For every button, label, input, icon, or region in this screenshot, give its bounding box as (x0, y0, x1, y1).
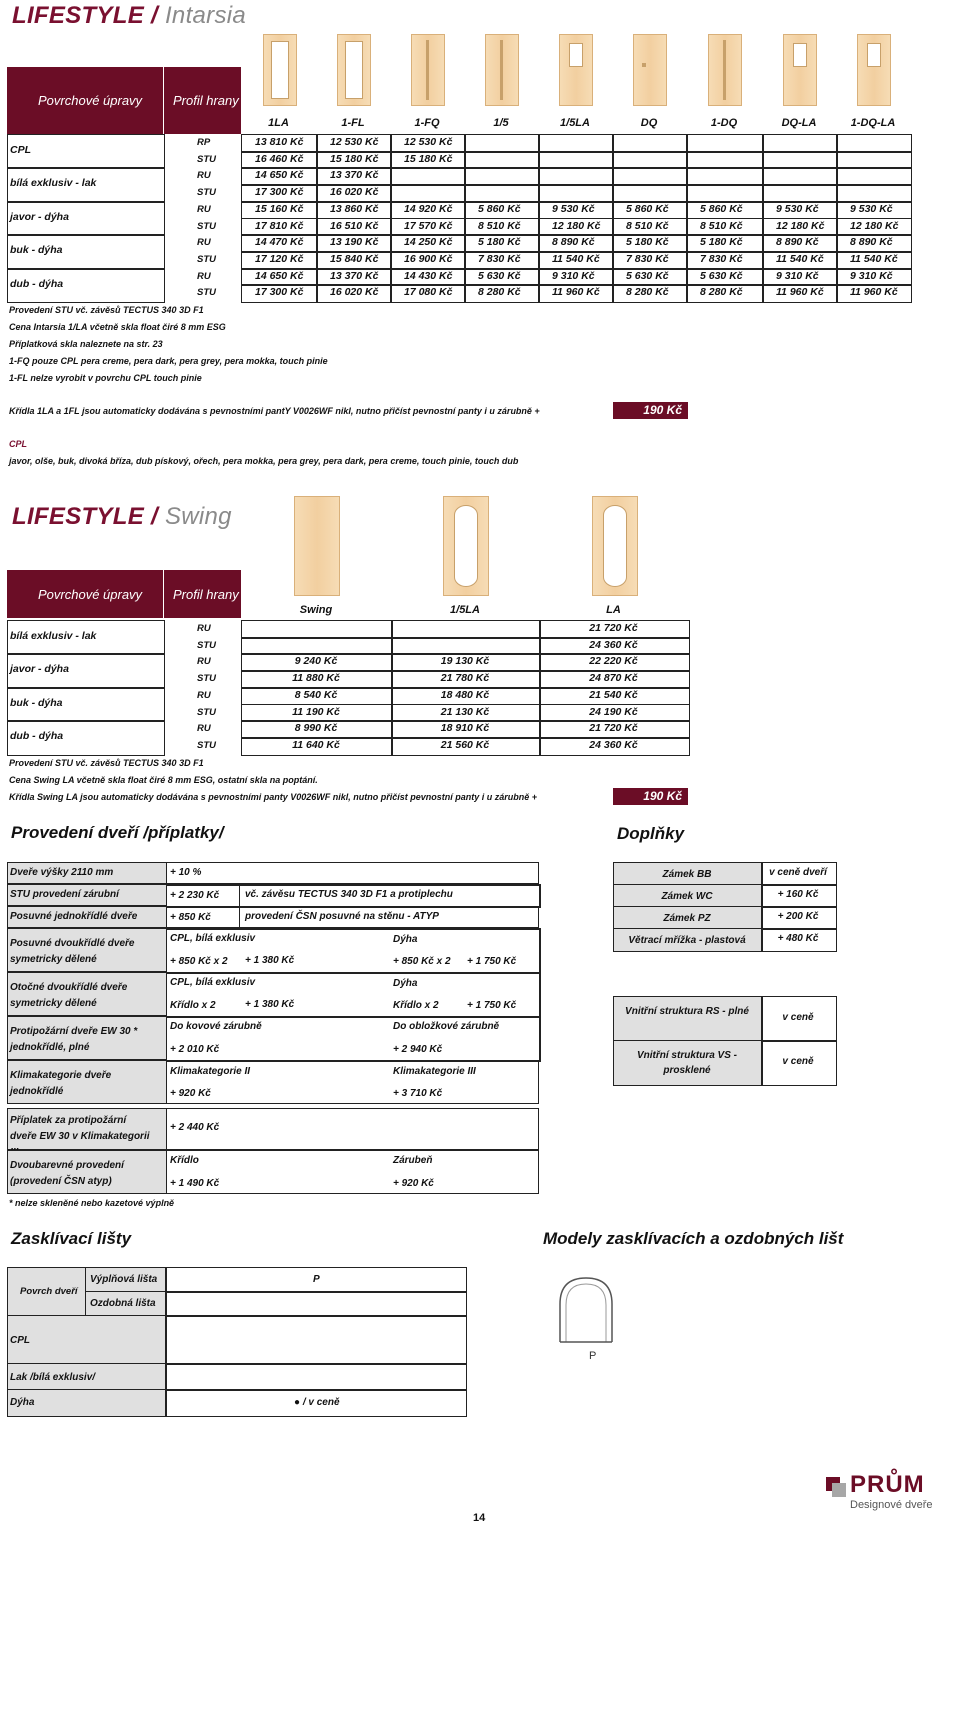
accessory-label-cell (613, 996, 763, 1042)
intarsia-note-4: 1-FQ pouze CPL pera creme, pera dark, pera grey, pera mokka, touch pinie (9, 356, 328, 366)
door-image (708, 34, 742, 106)
accessory-label: Zámek PZ (663, 913, 711, 924)
intarsia-title (12, 2, 246, 30)
intarsia-surface-label: bílá exklusiv - lak (10, 177, 97, 190)
intarsia-price: 7 830 Kč (626, 252, 669, 265)
surcharge-swing-double-d: + 1 750 Kč (467, 1000, 517, 1011)
intarsia-price: 12 180 Kč (776, 219, 825, 232)
surcharge-height-value: + 10 % (170, 867, 202, 878)
glazing-row-cpl: CPL (10, 1335, 30, 1346)
surcharge-fire-metal: Do kovové zárubně (170, 1021, 262, 1032)
surcharges-footnote: * nelze skleněné nebo kazetové výplně (9, 1198, 175, 1208)
intarsia-edge-code: STU (197, 153, 216, 165)
intarsia-price: 5 630 Kč (478, 269, 521, 282)
surcharge-sliding-double-b: + 1 380 Kč (245, 955, 295, 966)
intarsia-price: 5 630 Kč (700, 269, 743, 282)
swing-price: 24 360 Kč (589, 738, 638, 751)
door-glass (500, 40, 503, 100)
door-image (633, 34, 667, 106)
intarsia-price: 15 160 Kč (255, 202, 304, 215)
glazing-surface-header: Povrch dveří (20, 1286, 78, 1297)
intarsia-col-header: 1-DQ (710, 117, 738, 129)
surcharge-sliding-double-veneer: Dýha (393, 934, 418, 945)
door-glass (642, 63, 646, 67)
intarsia-title-model: Intarsia (164, 2, 247, 29)
glazing-p-header: P (313, 1274, 320, 1285)
intarsia-price: 14 650 Kč (255, 269, 304, 282)
swing-price: 18 910 Kč (440, 722, 490, 735)
swing-title-model: Swing (164, 503, 232, 530)
intarsia-note-1: Provedení STU vč. závěsů TECTUS 340 3D F1 (9, 305, 204, 315)
intarsia-price: 9 310 Kč (776, 269, 819, 282)
intarsia-price: 5 180 Kč (626, 236, 669, 249)
swing-note-2: Cena Swing LA včetně skla float čiré 8 mm ESG, ostatní skla na poptání. (9, 775, 318, 785)
intarsia-price: 15 180 Kč (330, 152, 379, 165)
accessory-value: v ceně (782, 1056, 814, 1067)
intarsia-header-profile: Profil hrany (173, 93, 239, 108)
intarsia-price: 17 080 Kč (404, 286, 453, 299)
swing-edge-code: RU (197, 689, 211, 701)
swing-note-1: Provedení STU vč. závěsů TECTUS 340 3D F1 (9, 758, 204, 768)
swing-surface-label: bílá exklusiv - lak (10, 630, 97, 642)
intarsia-price: 9 530 Kč (776, 202, 819, 215)
intarsia-price: 5 860 Kč (700, 202, 743, 215)
intarsia-col-header: 1-FL (341, 117, 365, 129)
intarsia-price: 8 890 Kč (776, 236, 819, 249)
swing-price: 21 130 Kč (440, 705, 490, 718)
intarsia-price: 13 370 Kč (330, 169, 379, 182)
glazing-p-header-cell-2 (165, 1291, 467, 1317)
glazing-fill-header: Výplňová lišta (90, 1274, 158, 1285)
intarsia-price: 11 540 Kč (776, 252, 824, 265)
surcharge-sliding-double-d: + 1 750 Kč (467, 956, 517, 967)
intarsia-surface-label: CPL (10, 144, 31, 156)
intarsia-price: 5 630 Kč (626, 269, 669, 282)
intarsia-price: 11 960 Kč (850, 286, 898, 299)
surcharge-fire-climate-value: + 2 440 Kč (170, 1122, 220, 1133)
swing-price: 24 870 Kč (589, 672, 638, 685)
intarsia-price: 9 310 Kč (850, 269, 893, 282)
intarsia-price: 11 540 Kč (552, 252, 600, 265)
swing-price: 11 190 Kč (292, 705, 340, 718)
intarsia-price: 9 530 Kč (850, 202, 893, 215)
swing-price: 22 220 Kč (589, 655, 638, 668)
intarsia-price: 14 470 Kč (255, 236, 304, 249)
intarsia-col-header: 1LA (268, 117, 289, 129)
swing-price: 24 190 Kč (589, 705, 638, 718)
surcharge-stu-label: STU provedení zárubní (10, 889, 119, 900)
intarsia-price: 7 830 Kč (478, 252, 521, 265)
surcharge-swing-double-label: Otočné dvoukřídlé dveře symetricky dělené (10, 982, 128, 1009)
intarsia-price: 16 460 Kč (255, 152, 304, 165)
swing-door-image (443, 496, 489, 596)
intarsia-price: 17 300 Kč (255, 186, 304, 199)
divider (239, 906, 240, 928)
intarsia-note-5: 1-FL nelze vyrobit v povrchu CPL touch pinie (9, 373, 202, 383)
swing-col-header: Swing (299, 604, 333, 616)
surcharge-swing-double-a: Křídlo x 2 (170, 1000, 216, 1011)
intarsia-price: 12 180 Kč (850, 219, 899, 232)
surcharge-sliding-single-label: Posuvné jednokřídlé dveře (10, 911, 138, 922)
surcharge-climate-b: + 3 710 Kč (393, 1088, 443, 1099)
door-glass (723, 40, 726, 100)
accessory-value: + 160 Kč (777, 889, 819, 900)
intarsia-price: 16 900 Kč (404, 252, 453, 265)
brand-name: PRŮM (850, 1471, 925, 1498)
intarsia-price: 11 540 Kč (850, 252, 898, 265)
swing-price: 8 540 Kč (294, 688, 338, 701)
models-title: Modely zasklívacích a ozdobných lišt (543, 1229, 844, 1248)
intarsia-price: 8 890 Kč (850, 236, 893, 249)
swing-price: 21 780 Kč (440, 672, 490, 685)
surcharge-sliding-single-note: provedení ČSN posuvné na stěnu - ATYP (245, 911, 439, 922)
swing-door-image (592, 496, 638, 596)
swing-price: 24 360 Kč (589, 638, 638, 651)
swing-edge-code: RU (197, 656, 211, 668)
intarsia-price: 17 810 Kč (255, 219, 304, 232)
door-glass (793, 43, 807, 67)
intarsia-price: 13 810 Kč (255, 136, 304, 148)
brand-logo (826, 1471, 952, 1517)
intarsia-note-2: Cena Intarsia 1/LA včetně skla float čiré 8 mm ESG (9, 322, 226, 332)
swing-col-header: 1/5LA (450, 604, 480, 616)
intarsia-price: 8 280 Kč (700, 286, 743, 299)
glazing-row-lacquer: Lak /bílá exklusiv/ (10, 1372, 96, 1383)
brand-tagline: Designové dveře (850, 1499, 933, 1511)
swing-door-image (294, 496, 340, 596)
swing-edge-code: RU (197, 623, 211, 634)
door-glass (271, 41, 289, 99)
surcharge-swing-double-b: + 1 380 Kč (245, 999, 295, 1010)
door-image (559, 34, 593, 106)
surcharge-fire-climate-label: Příplatek za protipožární dveře EW 30 v Klimakategorii (10, 1115, 150, 1142)
swing-col-header: LA (606, 604, 621, 616)
intarsia-price: 5 180 Kč (700, 236, 743, 249)
intarsia-edge-code: RU (197, 270, 211, 282)
swing-price: 9 240 Kč (294, 655, 338, 668)
surcharges-title: Provedení dveří /příplatky/ (11, 823, 224, 842)
intarsia-header-surface: Povrchové úpravy (38, 93, 143, 108)
accessory-label: Větrací mřížka - plastová (628, 935, 746, 946)
intarsia-price: 15 840 Kč (330, 252, 379, 265)
surcharge-fire-label: Protipožární dveře EW 30 * jednokřídlé, plné (10, 1026, 138, 1053)
intarsia-edge-code: RU (197, 170, 211, 182)
intarsia-price: 5 860 Kč (478, 202, 521, 215)
surcharge-stu-note: vč. závěsu TECTUS 340 3D F1 a protiplechu (245, 889, 453, 900)
intarsia-price: 13 860 Kč (330, 202, 379, 215)
surcharge-sliding-double-a: + 850 Kč x 2 (170, 956, 228, 967)
intarsia-col-header: DQ (640, 117, 658, 129)
accessories-title: Doplňky (617, 824, 685, 843)
intarsia-col-header: 1/5 (493, 117, 509, 129)
swing-header-divider (163, 570, 164, 618)
swing-edge-code: RU (197, 723, 211, 735)
door-glass (426, 40, 429, 100)
swing-header-surface: Povrchové úpravy (38, 587, 143, 602)
intarsia-price: 9 530 Kč (552, 202, 595, 215)
surcharge-climate-ii: Klimakategorie II (170, 1066, 251, 1077)
surcharge-fire-b: + 2 940 Kč (393, 1044, 443, 1055)
surcharge-climate-a: + 920 Kč (170, 1088, 211, 1099)
glazing-row-veneer: Dýha (10, 1397, 35, 1408)
intarsia-price: 8 510 Kč (478, 219, 521, 232)
intarsia-price: 8 280 Kč (478, 286, 521, 299)
swing-price: 18 480 Kč (440, 688, 490, 701)
intarsia-edge-code: STU (197, 287, 216, 299)
swing-price: 21 720 Kč (589, 722, 638, 735)
intarsia-edge-code: STU (197, 253, 216, 265)
intarsia-price: 17 570 Kč (404, 219, 453, 232)
divider (239, 884, 240, 906)
door-image (485, 34, 519, 106)
intarsia-header-divider (163, 67, 164, 134)
intarsia-price: 16 020 Kč (330, 286, 379, 299)
surcharge-two-color-a: + 1 490 Kč (170, 1178, 220, 1189)
cpl-list: javor, olše, buk, divoká bříza, dub pískový, ořech, pera mokka, pera grey, pera dark, pera creme, touch pinie, touch dub (9, 456, 519, 466)
swing-price: 11 880 Kč (292, 672, 340, 685)
intarsia-col-header: 1-DQ-LA (850, 117, 896, 129)
intarsia-hinge-note: Křídla 1LA a 1FL jsou automaticky dodávána s pevnostními pantY V0026WF nikl, nutno přičíst pevnostní panty i u zárubně + (9, 406, 540, 416)
surcharge-climate-label: Klimakategorie dveře jednokřídlé (10, 1070, 112, 1097)
surcharge-swing-double-c: Křídlo x 2 (393, 1000, 439, 1011)
intarsia-price: 15 180 Kč (404, 152, 453, 165)
glazing-row-lacquer-value (165, 1363, 467, 1391)
surcharge-height-label: Dveře výšky 2110 mm (10, 867, 114, 878)
profile-p-label: P (589, 1350, 597, 1362)
intarsia-surface-label: buk - dýha (10, 244, 63, 257)
door-image (857, 34, 891, 106)
swing-edge-code: STU (197, 673, 216, 685)
swing-door-glass (603, 505, 627, 587)
cpl-label: CPL (9, 439, 27, 449)
surcharge-fire-a: + 2 010 Kč (170, 1044, 220, 1055)
glazing-title: Zasklívací lišty (11, 1229, 132, 1248)
intarsia-surface-label: dub - dýha (10, 277, 64, 290)
intarsia-price: 5 860 Kč (626, 202, 669, 215)
surcharge-climate-iii: Klimakategorie III (393, 1066, 476, 1077)
swing-hinge-price: 190 Kč (613, 788, 688, 805)
surcharge-sliding-double-c: + 850 Kč x 2 (393, 956, 451, 967)
intarsia-price: 8 510 Kč (700, 219, 743, 232)
intarsia-surface-label: javor - dýha (10, 210, 69, 223)
door-image (411, 34, 445, 106)
accessory-value: + 480 Kč (777, 933, 819, 944)
surcharge-fire-casing: Do obložkové zárubně (393, 1021, 500, 1032)
accessory-label: Zámek BB (662, 869, 712, 880)
swing-price: 21 540 Kč (589, 688, 638, 701)
intarsia-edge-code: RU (197, 237, 211, 249)
intarsia-price: 11 960 Kč (552, 286, 600, 299)
swing-edge-code: STU (197, 739, 216, 751)
accessory-label: Zámek WC (661, 891, 713, 902)
page-number: 14 (473, 1512, 486, 1524)
glazing-row-cpl-cell (7, 1315, 167, 1365)
intarsia-price: 14 650 Kč (255, 169, 304, 182)
intarsia-col-header: DQ-LA (781, 117, 817, 129)
intarsia-price: 12 180 Kč (552, 219, 601, 232)
intarsia-edge-code: RU (197, 203, 211, 215)
intarsia-price: 14 250 Kč (404, 236, 453, 249)
intarsia-price: 9 310 Kč (552, 269, 595, 282)
swing-price: 21 720 Kč (589, 622, 638, 634)
intarsia-hinge-price: 190 Kč (613, 402, 688, 419)
accessory-label: Vnitřní struktura RS - plné (625, 1006, 749, 1017)
door-glass (867, 43, 881, 67)
intarsia-price: 5 180 Kč (478, 236, 521, 249)
intarsia-col-header: 1-FQ (414, 117, 440, 129)
surcharge-sliding-double-label: Posuvné dvoukřídlé dveře symetricky dělené (10, 938, 135, 965)
door-glass (569, 43, 583, 67)
surcharge-two-color-b: + 920 Kč (393, 1178, 434, 1189)
door-image (783, 34, 817, 106)
surcharge-swing-double-cpl: CPL, bílá exklusiv (170, 977, 256, 988)
accessory-value: + 200 Kč (777, 911, 819, 922)
door-image (337, 34, 371, 106)
swing-title-brand: LIFESTYLE / (12, 503, 158, 530)
intarsia-price: 12 530 Kč (404, 136, 453, 148)
intarsia-price: 12 530 Kč (330, 136, 379, 148)
intarsia-col-header: 1/5LA (560, 117, 590, 129)
intarsia-note-3: Příplatková skla naleznete na str. 23 (9, 339, 163, 349)
swing-surface-label: dub - dýha (10, 730, 64, 743)
surcharge-two-color-frame: Zárubeň (393, 1155, 433, 1166)
intarsia-price: 16 510 Kč (330, 219, 379, 232)
swing-edge-code: STU (197, 706, 216, 718)
intarsia-price: 8 890 Kč (552, 236, 595, 249)
intarsia-price: 11 960 Kč (776, 286, 824, 299)
intarsia-price: 17 300 Kč (255, 286, 304, 299)
intarsia-price: 8 280 Kč (626, 286, 669, 299)
intarsia-price: 8 510 Kč (626, 219, 669, 232)
intarsia-price: 13 190 Kč (330, 236, 379, 249)
intarsia-price: 7 830 Kč (700, 252, 743, 265)
surcharge-two-color-label: Dvoubarevné provedení (provedení ČSN atyp) (10, 1160, 124, 1187)
glazing-row-veneer-value: ● / v ceně (294, 1397, 340, 1408)
swing-price: 8 990 Kč (294, 722, 338, 735)
accessory-value: v ceně (782, 1012, 814, 1023)
glazing-row-cpl-value (165, 1315, 467, 1365)
profile-p-icon (556, 1274, 616, 1344)
intarsia-edge-code: STU (197, 220, 216, 232)
intarsia-price: 17 120 Kč (255, 252, 304, 265)
intarsia-price: 13 370 Kč (330, 269, 379, 282)
glazing-deco-header: Ozdobná lišta (90, 1298, 156, 1309)
accessory-label: Vnitřní struktura VS - prosklené (636, 1050, 737, 1076)
brand-square-2 (832, 1483, 846, 1497)
intarsia-title-brand: LIFESTYLE / (12, 2, 158, 29)
surcharge-sliding-single-value: + 850 Kč (170, 912, 211, 923)
surcharge-swing-double-veneer: Dýha (393, 978, 418, 989)
swing-header-profile: Profil hrany (173, 587, 239, 602)
surcharge-stu-value: + 2 230 Kč (170, 890, 220, 901)
door-glass (345, 41, 363, 99)
intarsia-price: 16 020 Kč (330, 186, 379, 199)
surcharge-sliding-double-cpl: CPL, bílá exklusiv (170, 933, 256, 944)
intarsia-edge-code: STU (197, 187, 216, 199)
swing-price: 11 640 Kč (292, 738, 340, 751)
intarsia-price: 14 430 Kč (404, 269, 453, 282)
swing-price: 21 560 Kč (440, 738, 490, 751)
swing-title (12, 503, 232, 531)
door-image (263, 34, 297, 106)
surcharge-two-color-wing: Křídlo (170, 1155, 199, 1166)
swing-price: 19 130 Kč (440, 655, 490, 668)
swing-surface-label: buk - dýha (10, 696, 63, 709)
swing-hinge-note: Křídla Swing LA jsou automaticky dodávána s pevnostními panty V0026WF nikl, nutno přičíst pevnostní panty i u zárubně + (9, 792, 538, 802)
intarsia-edge-code: RP (197, 137, 211, 148)
swing-surface-label: javor - dýha (10, 663, 69, 676)
intarsia-price: 14 920 Kč (404, 202, 453, 215)
swing-door-glass (454, 505, 478, 587)
swing-edge-code: STU (197, 639, 216, 651)
accessory-value: v ceně dveří (769, 867, 827, 878)
